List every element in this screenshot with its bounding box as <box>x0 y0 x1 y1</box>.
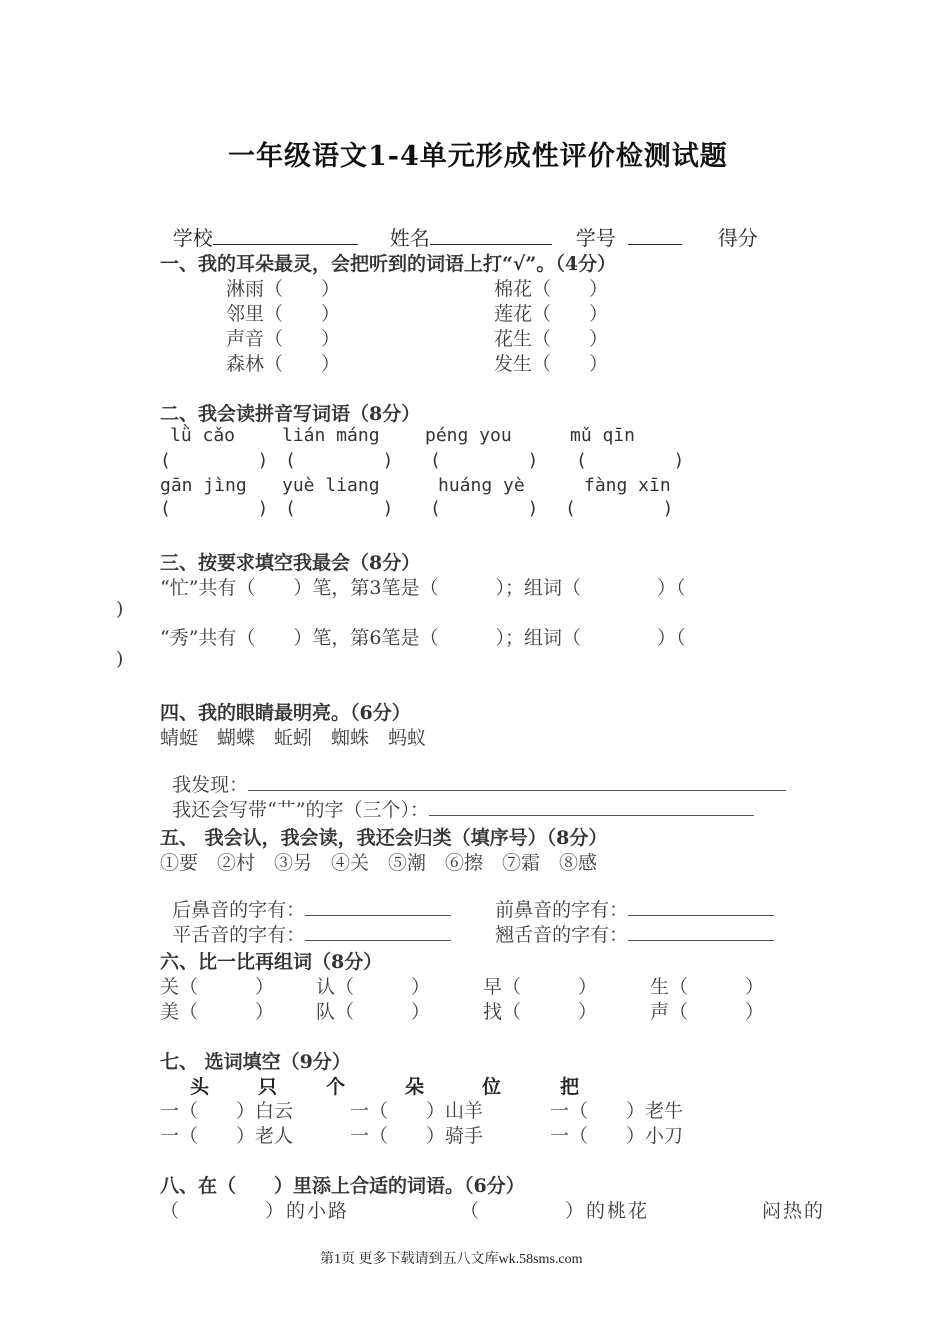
answer-bracket[interactable]: ( ) <box>565 498 674 519</box>
s7-item: 一（ ）山羊 <box>350 1100 484 1122</box>
s1-word-1: 淋雨（ ） <box>226 278 341 300</box>
pinyin-3: péng you <box>425 425 512 446</box>
section-3-heading: 三、按要求填空我最会（8分） <box>160 552 421 574</box>
s3-question-1: “忙”共有（ ）笔，第3笔是（ ）；组词（ ）（ <box>160 577 686 599</box>
section-5-heading: 五、 我会认，我会读，我还会归类（填序号）（8分） <box>160 827 608 849</box>
s6-item: 找（ ） <box>483 1001 598 1023</box>
s6-item: 队（ ） <box>316 1001 431 1023</box>
pinyin-5: gān jìng <box>160 475 247 496</box>
s1-word-7: 花生（ ） <box>494 328 609 350</box>
s7-item: 一（ ）骑手 <box>350 1125 484 1147</box>
s4-found-label: 我发现： <box>172 774 249 796</box>
s5-chars: ①要 ②村 ③另 ④关 ⑤潮 ⑥擦 ⑦霜 ⑧感 <box>160 852 598 874</box>
pinyin-7: huáng yè <box>438 475 525 496</box>
student-info-row <box>160 198 758 251</box>
back-nasal-label: 后鼻音的字有： <box>172 899 306 921</box>
pinyin-4: mǔ qīn <box>570 425 636 446</box>
s1-word-6: 莲花（ ） <box>494 303 609 325</box>
number-field[interactable] <box>628 224 682 245</box>
retroflex-label: 翘舌音的字有： <box>495 924 629 946</box>
s1-word-5: 棉花（ ） <box>494 278 609 300</box>
pinyin-6: yuè liang <box>282 475 380 496</box>
flat-tongue-field[interactable] <box>305 922 451 941</box>
page-footer: 第1页 更多下载请到五八文库wk.58sms.com <box>320 1252 583 1267</box>
pinyin-1: lǜ cǎo <box>170 425 236 446</box>
s6-item: 美（ ） <box>160 1001 275 1023</box>
pinyin-2: lián máng <box>282 425 380 446</box>
answer-bracket[interactable]: ( ) <box>285 498 394 519</box>
pinyin-8: fàng xīn <box>584 475 671 496</box>
name-field[interactable] <box>430 224 552 245</box>
s6-item: 生（ ） <box>650 976 765 998</box>
school-label: 学校 <box>172 226 213 250</box>
front-nasal-label: 前鼻音的字有： <box>495 899 629 921</box>
s7-item: 一（ ）小刀 <box>550 1125 684 1147</box>
s1-word-3: 声音（ ） <box>226 328 341 350</box>
measure-word-option: 朵 <box>405 1076 425 1098</box>
section-2-heading: 二、我会读拼音写词语（8分） <box>160 403 421 425</box>
s1-word-2: 邻里（ ） <box>226 303 341 325</box>
section-8-heading: 八、在（ ）里添上合适的词语。（6分） <box>160 1175 525 1197</box>
s8-item: 闷热的 <box>762 1200 826 1222</box>
measure-word-option: 把 <box>560 1076 580 1098</box>
s7-item: 一（ ）老牛 <box>550 1100 684 1122</box>
score-label: 得分 <box>717 226 758 250</box>
measure-word-option: 只 <box>258 1076 278 1098</box>
page-title: 一年级语文1-4单元形成性评价检测试题 <box>228 141 728 172</box>
name-label: 姓名 <box>389 226 430 250</box>
measure-word-option: 个 <box>326 1076 346 1098</box>
section-1-heading: 一、我的耳朵最灵，会把听到的词语上打“√”。（4分） <box>160 253 617 275</box>
s7-item: 一（ ）老人 <box>160 1125 294 1147</box>
retroflex-field[interactable] <box>628 922 774 941</box>
s6-item: 认（ ） <box>316 976 431 998</box>
s6-item: 关（ ） <box>160 976 275 998</box>
s3-question-1-end: ) <box>116 598 124 620</box>
number-label: 学号 <box>575 226 616 250</box>
answer-bracket[interactable]: ( ) <box>160 450 269 471</box>
answer-bracket[interactable]: ( ) <box>430 450 539 471</box>
answer-bracket[interactable]: ( ) <box>430 498 539 519</box>
flat-tongue-label: 平舌音的字有： <box>172 924 306 946</box>
s6-item: 早（ ） <box>483 976 598 998</box>
school-field[interactable] <box>213 224 358 245</box>
s4-words: 蜻蜓 蝴蝶 蚯蚓 蜘蛛 蚂蚁 <box>160 727 427 749</box>
s4-more-row <box>160 773 754 822</box>
measure-word-option: 位 <box>482 1076 502 1098</box>
section-4-heading: 四、我的眼睛最明亮。（6分） <box>160 702 411 724</box>
s5-row-2 <box>160 898 774 947</box>
s8-item: （ ）的小路 <box>160 1200 350 1222</box>
s6-item: 声（ ） <box>650 1001 765 1023</box>
s7-item: 一（ ）白云 <box>160 1100 294 1122</box>
answer-bracket[interactable]: ( ) <box>576 450 685 471</box>
section-6-heading: 六、比一比再组词（8分） <box>160 951 383 973</box>
s1-word-8: 发生（ ） <box>494 353 609 375</box>
s4-more-field[interactable] <box>429 797 754 816</box>
answer-bracket[interactable]: ( ) <box>160 498 269 519</box>
s8-item: （ ）的桃花 <box>460 1200 650 1222</box>
s3-question-2-end: ) <box>116 648 124 670</box>
measure-word-option: 头 <box>190 1076 210 1098</box>
answer-bracket[interactable]: ( ) <box>285 450 394 471</box>
s1-word-4: 森林（ ） <box>226 353 341 375</box>
s4-more-label: 我还会写带“艹”的字（三个）： <box>172 799 430 821</box>
s3-question-2: “秀”共有（ ）笔，第6笔是（ ）；组词（ ）（ <box>160 627 686 649</box>
section-7-heading: 七、 选词填空（9分） <box>160 1051 351 1073</box>
